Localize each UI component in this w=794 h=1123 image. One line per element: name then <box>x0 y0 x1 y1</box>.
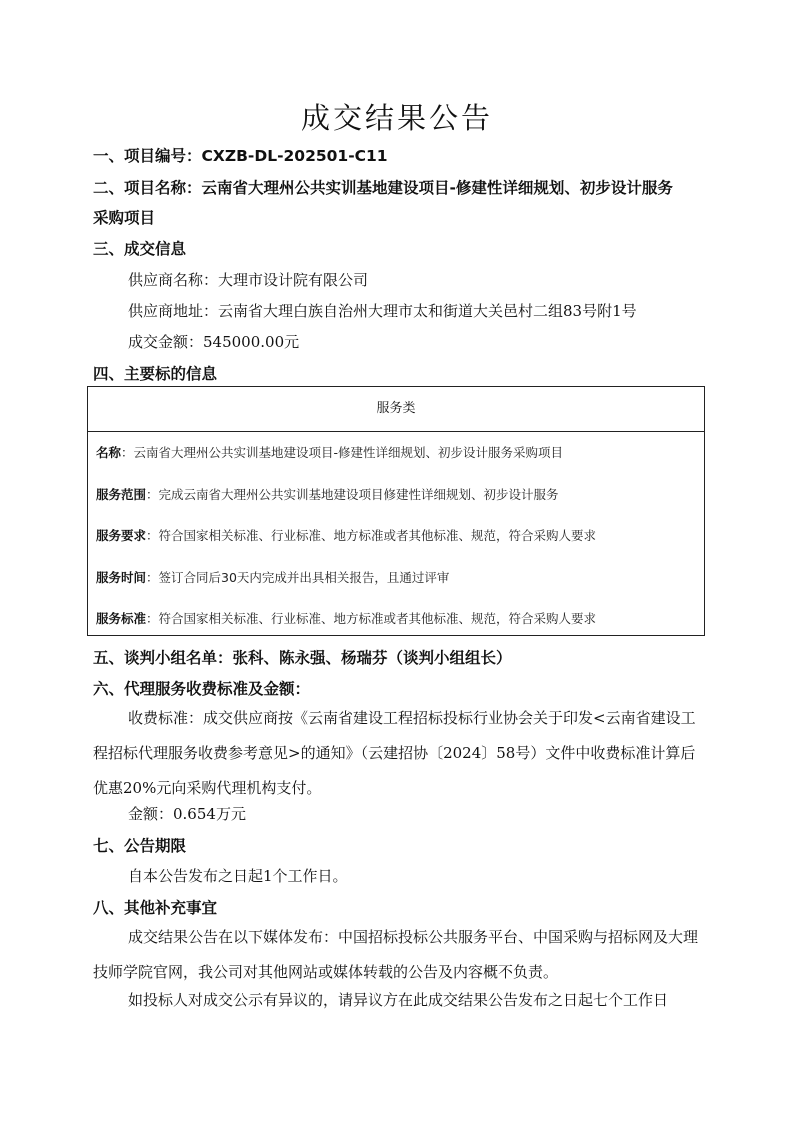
deal-info-heading: 三、成交信息 <box>93 240 187 258</box>
row-value: ：符合国家相关标准、行业标准、地方标准或者其他标准、规范，符合采购人要求 <box>146 611 597 626</box>
page-title: 成交结果公告 <box>300 101 493 135</box>
table-row <box>96 443 563 461</box>
table-row <box>96 609 596 627</box>
row-label: 服务时间 <box>96 570 147 585</box>
main-subject-heading: 四、主要标的信息 <box>93 365 218 383</box>
row-label: 服务要求 <box>96 528 147 543</box>
fee-standard-paragraph: 收费标准：成交供应商按《云南省建设工程招标投标行业协会关于印发<云南省建设工程招标代理服务收费参考意见>的通知》（云建招协〔2024〕58号）文件中收费标准计算后优惠20%元向采购代理机构支付。 <box>93 709 696 797</box>
agency-fee-heading: 六、代理服务收费标准及金额： <box>93 680 311 698</box>
subject-info-table <box>87 386 705 636</box>
publish-media-paragraph: 成交结果公告在以下媒体发布：中国招标投标公共服务平台、中国采购与招标网及大理技师学院官网，我公司对其他网站或媒体转载的公告及内容概不负责。 <box>93 928 699 981</box>
other-matters-heading: 八、其他补充事宜 <box>93 899 218 917</box>
notice-period-heading: 七、公告期限 <box>93 837 187 855</box>
row-label: 服务标准 <box>96 611 147 626</box>
table-header: 服务类 <box>88 387 704 432</box>
supplier-name: 供应商名称：大理市设计院有限公司 <box>128 271 369 289</box>
row-value: ：云南省大理州公共实训基地建设项目-修建性详细规划、初步设计服务采购项目 <box>121 445 564 460</box>
negotiation-team-heading: 五、谈判小组名单：张科、陈永强、杨瑞芬（谈判小组组长） <box>93 649 512 667</box>
table-row <box>96 568 449 586</box>
row-value: ：完成云南省大理州公共实训基地建设项目修建性详细规划、初步设计服务 <box>146 487 559 502</box>
objection-paragraph: 如投标人对成交公示有异议的，请异议方在此成交结果公告发布之日起七个工作日 <box>128 991 669 1009</box>
project-name-line2: 采购项目 <box>93 209 156 227</box>
table-row <box>96 526 596 544</box>
table-row <box>96 485 559 503</box>
row-value: ：签订合同后30天内完成并出具相关报告，且通过评审 <box>146 570 450 585</box>
project-number-value: CXZB-DL-202501-C11 <box>201 147 388 165</box>
project-number-heading <box>93 144 388 166</box>
row-label: 服务范围 <box>96 487 147 502</box>
fee-amount: 金额：0.654万元 <box>128 805 246 823</box>
row-value: ：符合国家相关标准、行业标准、地方标准或者其他标准、规范，符合采购人要求 <box>146 528 597 543</box>
project-name-line1: 二、项目名称：云南省大理州公共实训基地建设项目-修建性详细规划、初步设计服务 <box>93 179 673 197</box>
supplier-address: 供应商地址：云南省大理白族自治州大理市太和街道大关邑村二组83号附1号 <box>128 302 637 320</box>
project-number-label: 一、项目编号： <box>93 147 202 165</box>
row-label: 名称 <box>96 445 122 460</box>
deal-amount: 成交金额：545000.00元 <box>128 333 300 351</box>
notice-period-text: 自本公告发布之日起1个工作日。 <box>128 867 348 885</box>
